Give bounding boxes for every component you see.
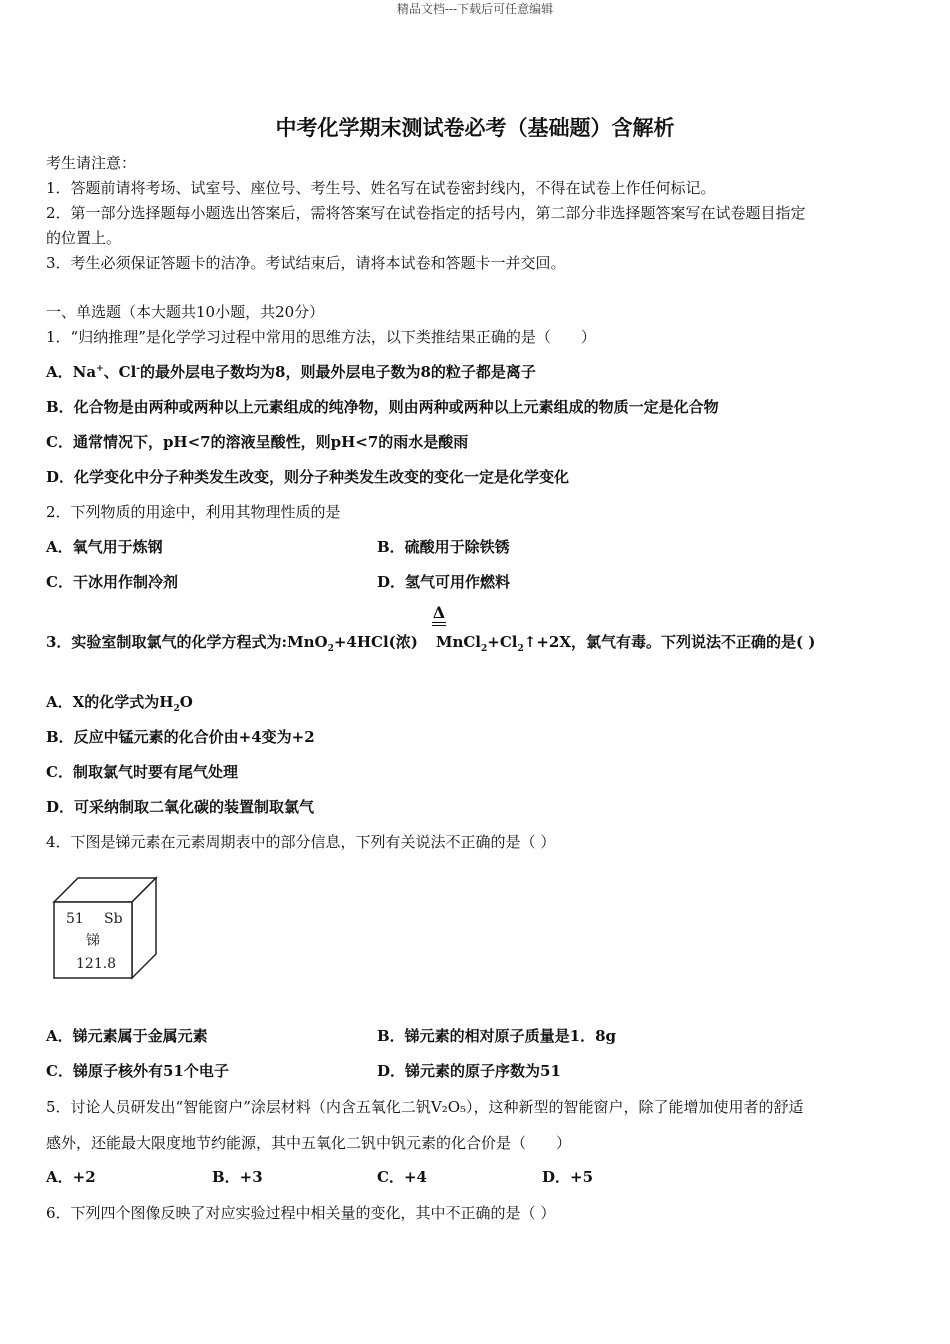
q4-stem: 4．下图是锑元素在元素周期表中的部分信息，下列有关说法不正确的是（ ） [46, 833, 556, 851]
q5-option-b: B．+3 [212, 1168, 263, 1186]
header-note: 精品文档---下载后可任意编辑 [396, 2, 554, 16]
q3-option-a: A．X的化学式为$H_2O$ [46, 693, 193, 714]
reaction-condition-heat: Δ [431, 606, 447, 626]
q1-option-d: D．化学变化中分子种类发生改变，则分子种类发生改变的变化一定是化学变化 [46, 468, 570, 486]
q3-option-c: C．制取氯气时要有尾气处理 [46, 763, 238, 781]
element-number: 51 [66, 911, 84, 927]
q5-option-c: C．+4 [377, 1168, 427, 1186]
q2-option-a: A．氧气用于炼钢 [46, 538, 163, 556]
q4-option-c: C．锑原子核外有51个电子 [46, 1062, 229, 1080]
q2-option-b: B．硫酸用于除铁锈 [377, 538, 510, 556]
q1-option-c: C．通常情况下，pH<7的溶液呈酸性，则pH<7的雨水是酸雨 [46, 433, 469, 451]
q1-stem: 1．“归纳推理”是化学学习过程中常用的思维方法，以下类推结果正确的是（ ） [46, 328, 596, 346]
element-symbol: Sb [104, 911, 123, 927]
notice-item-1: 1．答题前请将考场、试室号、座位号、考生号、姓名写在试卷密封线内，不得在试卷上作任何标记。 [46, 179, 716, 197]
element-mass: 121.8 [76, 956, 117, 972]
q4-option-b: B．锑元素的相对原子质量是1．8g [377, 1027, 617, 1045]
q6-stem: 6．下列四个图像反映了对应实验过程中相关量的变化，其中不正确的是（ ） [46, 1204, 556, 1222]
element-name: 锑 [86, 933, 100, 949]
q1-option-a: A．Na+、Cl-的最外层电子数均为8，则最外层电子数为8的粒子都是离子 [46, 363, 536, 381]
notice-item-2: 2．第一部分选择题每小题选出答案后，需将答案写在试卷指定的括号内，第二部分非选择题答案写在试卷题目指定 [46, 204, 806, 222]
q2-option-d: D．氢气可用作燃料 [377, 573, 511, 591]
section-heading: 一、单选题（本大题共10小题，共20分） [46, 303, 325, 321]
q4-option-a: A．锑元素属于金属元素 [46, 1027, 208, 1045]
notice-heading: 考生请注意： [46, 154, 137, 172]
q5-stem-line2: 感外，还能最大限度地节约能源，其中五氧化二钒中钒元素的化合价是（ ） [46, 1134, 572, 1152]
q1-option-b: B．化合物是由两种或两种以上元素组成的纯净物，则由两种或两种以上元素组成的物质一定是化合物 [46, 398, 719, 416]
q3-option-b: B．反应中锰元素的化合价由+4变为+2 [46, 728, 315, 746]
q2-option-c: C．干冰用作制冷剂 [46, 573, 178, 591]
q5-option-d: D．+5 [542, 1168, 594, 1186]
element-card-antimony [48, 872, 160, 982]
page-title: 中考化学期末测试卷必考（基础题）含解析 [275, 115, 675, 140]
q5-stem-line1: 5．讨论人员研发出“智能窗户”涂层材料（内含五氧化二钒V₂O₅），这种新型的智能窗户，除了能增加使用者的舒适 [46, 1098, 804, 1116]
q3-option-d: D．可采纳制取二氧化碳的装置制取氯气 [46, 798, 315, 816]
q2-stem: 2．下列物质的用途中，利用其物理性质的是 [46, 503, 341, 521]
q3-stem: 3．实验室制取氯气的化学方程式为:MnO$_2$+4HCl(浓) $MnCl_2+Cl_2↑+2X$，氯气有毒。下列说法不正确的是( ) [46, 633, 816, 654]
notice-item-3: 3．考生必须保证答题卡的洁净。考试结束后，请将本试卷和答题卡一并交回。 [46, 254, 566, 272]
q4-option-d: D．锑元素的原子序数为51 [377, 1062, 561, 1080]
q5-option-a: A．+2 [46, 1168, 96, 1186]
notice-item-2-cont: 的位置上。 [46, 229, 122, 247]
